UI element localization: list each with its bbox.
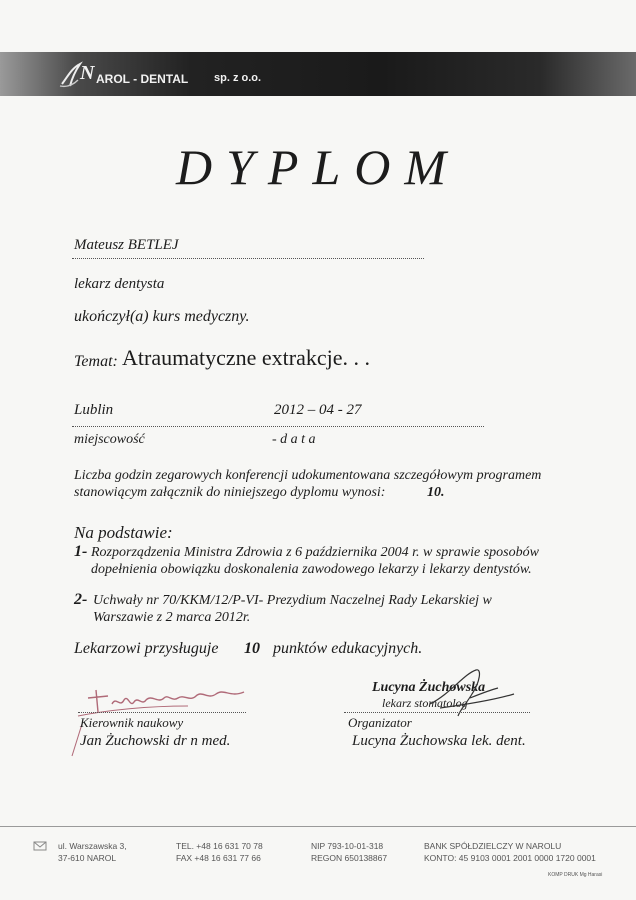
date-label: - d a t a [272,432,316,447]
recipient-profession: lekarz dentysta [74,276,165,292]
right-signature-line [344,712,530,713]
footer-phones [176,840,263,864]
footer-registry [311,840,387,864]
recipient-name: Mateusz BETLEJ [74,237,179,253]
basis-item1-number: 1- [74,543,88,560]
basis-item2-line1: Uchwały nr 70/KKM/12/P-VI- Prezydium Naczelnej Rady Lekarskiej w [93,593,492,608]
place-date-line [72,426,484,427]
footer-address [58,840,127,864]
left-signature-line [78,712,246,713]
basis-item1-line1: Rozporządzenia Ministra Zdrowia z 6 października 2004 r. w sprawie sposobów [91,545,539,560]
envelope-icon [33,840,47,852]
footer-address-street: ul. Warszawska 3, [58,841,127,851]
left-signature-name: Jan Żuchowski dr n med. [80,733,231,749]
logo-letter: N [80,62,95,84]
footer-regon: REGON 650138867 [311,853,388,863]
hours-value: 10. [427,485,445,500]
stamp-name: Lucyna Żuchowska [372,680,486,695]
recipient-name-line [72,258,424,259]
place-value: Lublin [74,402,114,418]
footer-bank [424,840,596,864]
footer-bank-name: BANK SPÓŁDZIELCZY W NAROLU [424,841,562,851]
print-note: KOMP DRUK Mg Harasi [548,872,603,878]
basis-item2-number: 2- [74,591,88,608]
footer-nip: NIP 793-10-01-318 [311,841,384,851]
basis-item2-line2: Warszawie z 2 marca 2012r. [93,610,251,625]
diploma-title: DYPLOM [175,139,461,195]
footer-tel: TEL. +48 16 631 70 78 [176,841,263,851]
footer-bank-account: KONTO: 45 9103 0001 2001 0000 1720 0001 [424,853,596,863]
stamp-title: lekarz stomatolog [382,696,468,710]
footer-divider [0,826,636,827]
right-handwritten-signature [410,664,520,724]
date-value: 2012 – 04 - 27 [274,402,362,418]
company-legal-form: sp. z o.o. [214,72,262,84]
topic-label: Temat: [74,353,118,370]
footer-fax: FAX +48 16 631 77 66 [176,853,261,863]
footer-address-city: 37-610 NAROL [58,853,117,863]
company-name: AROL - DENTAL [96,72,189,86]
completion-statement: ukończył(a) kurs medyczny. [74,308,250,325]
hours-text-line2: stanowiącym załącznik do niniejszego dyplomu wynosi: [74,485,386,500]
basis-heading: Na podstawie: [74,523,173,542]
company-logo [58,58,98,90]
right-signature-role: Organizator [348,715,412,730]
right-signature-name: Lucyna Żuchowska lek. dent. [352,733,526,749]
left-signature-role: Kierownik naukowy [80,715,184,730]
points-text-pre: Lekarzowi przysługuje [74,640,219,657]
basis-item1-line2: dopełnienia obowiązku doskonalenia zawodowego lekarzy i lekarzy dentystów. [91,562,532,577]
hours-text-line1: Liczba godzin zegarowych konferencji udokumentowana szczegółowym programem [74,468,542,483]
points-value: 10 [244,640,260,657]
place-label: miejscowość [74,432,145,447]
topic-value: Atraumatyczne extrakcje. . . [122,345,370,370]
points-text-post: punktów edukacyjnych. [273,640,423,657]
